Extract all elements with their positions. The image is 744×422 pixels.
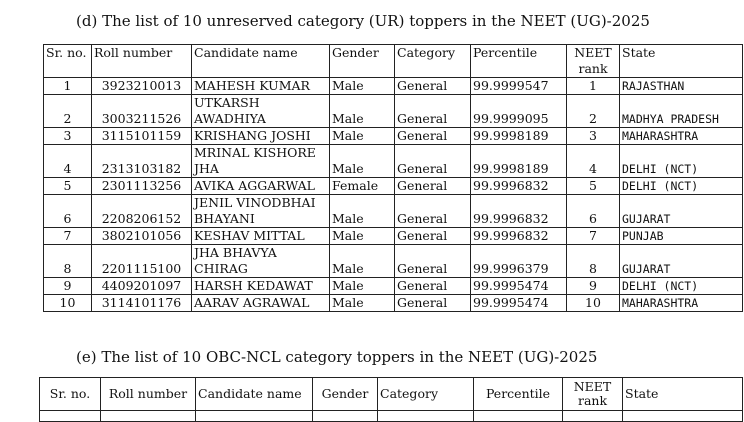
cell-sr-no: 2 bbox=[44, 95, 92, 128]
cell-neet-rank: 4 bbox=[567, 145, 620, 178]
cell-neet-rank: 7 bbox=[567, 228, 620, 245]
cell-category: General bbox=[395, 278, 471, 295]
header-category: Category bbox=[378, 378, 474, 411]
cell-sr-no: 1 bbox=[44, 78, 92, 95]
cell-neet-rank: 5 bbox=[567, 178, 620, 195]
header-sr-no: Sr. no. bbox=[40, 378, 101, 411]
cell-sr-no: 5 bbox=[44, 178, 92, 195]
cell-gender: Male bbox=[330, 295, 395, 312]
cell-category: General bbox=[395, 245, 471, 278]
cell-state: PUNJAB bbox=[620, 228, 743, 245]
cell-candidate-name: JHA BHAVYA CHIRAG bbox=[192, 245, 330, 278]
cell-category: General bbox=[395, 95, 471, 128]
table-row bbox=[44, 195, 743, 228]
cell-percentile: 99.9998189 bbox=[471, 145, 567, 178]
header-candidate-name: Candidate name bbox=[196, 378, 313, 411]
cell-gender: Female bbox=[330, 178, 395, 195]
cell-category: General bbox=[395, 145, 471, 178]
header-gender: Gender bbox=[313, 378, 378, 411]
cell-state: GUJARAT bbox=[620, 195, 743, 228]
cell-roll-number: 4409201097 bbox=[92, 278, 192, 295]
cell-percentile: 99.9996832 bbox=[471, 195, 567, 228]
header-state: State bbox=[623, 378, 743, 411]
cell-roll-number: 3115101159 bbox=[92, 128, 192, 145]
cell-state: DELHI (NCT) bbox=[620, 278, 743, 295]
header-roll-number: Roll number bbox=[101, 378, 196, 411]
cell-sr-no: 10 bbox=[44, 295, 92, 312]
cell-sr-no: 3 bbox=[44, 128, 92, 145]
cell-neet-rank: 6 bbox=[567, 195, 620, 228]
header-percentile: Percentile bbox=[471, 45, 567, 78]
header-state: State bbox=[620, 45, 743, 78]
cell-state: MADHYA PRADESH bbox=[620, 95, 743, 128]
cell-percentile: 99.9996832 bbox=[471, 178, 567, 195]
cell-gender: Male bbox=[330, 195, 395, 228]
header-roll-number: Roll number bbox=[92, 45, 192, 78]
cell-state: DELHI (NCT) bbox=[620, 145, 743, 178]
cell-sr-no: 4 bbox=[44, 145, 92, 178]
cell-roll-number: 2313103182 bbox=[92, 145, 192, 178]
cell-neet-rank: 10 bbox=[567, 295, 620, 312]
table-row bbox=[44, 95, 743, 128]
cell-gender: Male bbox=[330, 95, 395, 128]
cell-percentile: 99.9999547 bbox=[471, 78, 567, 95]
cell-candidate-name: KESHAV MITTAL bbox=[192, 228, 330, 245]
cell-neet-rank: 9 bbox=[567, 278, 620, 295]
cell-gender: Male bbox=[330, 245, 395, 278]
section-e-heading: (e) The list of 10 OBC-NCL category toppers in the NEET (UG)-2025 bbox=[76, 348, 598, 366]
cell-roll-number: 2301113256 bbox=[92, 178, 192, 195]
cell-roll-number: 3802101056 bbox=[92, 228, 192, 245]
cell-gender: Male bbox=[330, 78, 395, 95]
cell-candidate-name: HARSH KEDAWAT bbox=[192, 278, 330, 295]
table-row bbox=[44, 178, 743, 195]
cell-candidate-name: AARAV AGRAWAL bbox=[192, 295, 330, 312]
cell-roll-number: 3923210013 bbox=[92, 78, 192, 95]
cell-candidate-name: MAHESH KUMAR bbox=[192, 78, 330, 95]
header-neet-rank: NEET rank bbox=[567, 45, 620, 78]
cell-gender: Male bbox=[330, 128, 395, 145]
cell-gender: Male bbox=[330, 228, 395, 245]
cell-roll-number: 2208206152 bbox=[92, 195, 192, 228]
cell-sr-no: 8 bbox=[44, 245, 92, 278]
header-neet-rank: NEET rank bbox=[563, 378, 623, 411]
cell-category: General bbox=[395, 128, 471, 145]
cell-roll-number: 2201115100 bbox=[92, 245, 192, 278]
cell-neet-rank: 2 bbox=[567, 95, 620, 128]
cell-state: MAHARASHTRA bbox=[620, 128, 743, 145]
cell-category: General bbox=[395, 178, 471, 195]
obc-toppers-table bbox=[39, 377, 743, 422]
cell-percentile: 99.9995474 bbox=[471, 278, 567, 295]
header-candidate-name: Candidate name bbox=[192, 45, 330, 78]
cell-roll-number: 3114101176 bbox=[92, 295, 192, 312]
cell-percentile: 99.9995474 bbox=[471, 295, 567, 312]
cell-candidate-name: MRINAL KISHORE JHA bbox=[192, 145, 330, 178]
table-row bbox=[40, 411, 743, 422]
cell-neet-rank: 8 bbox=[567, 245, 620, 278]
cell-state: GUJARAT bbox=[620, 245, 743, 278]
section-d-heading: (d) The list of 10 unreserved category (UR) toppers in the NEET (UG)-2025 bbox=[76, 12, 650, 30]
header-percentile: Percentile bbox=[474, 378, 563, 411]
table-row bbox=[44, 145, 743, 178]
cell-neet-rank: 1 bbox=[567, 78, 620, 95]
ur-toppers-table bbox=[43, 44, 743, 312]
table-header-row bbox=[44, 45, 743, 78]
table-header-row bbox=[40, 378, 743, 411]
cell-candidate-name: JENIL VINODBHAI BHAYANI bbox=[192, 195, 330, 228]
table-row bbox=[44, 128, 743, 145]
cell-percentile: 99.9996379 bbox=[471, 245, 567, 278]
cell-candidate-name: KRISHANG JOSHI bbox=[192, 128, 330, 145]
table-row bbox=[44, 78, 743, 95]
cell-percentile: 99.9998189 bbox=[471, 128, 567, 145]
cell-roll-number: 3003211526 bbox=[92, 95, 192, 128]
table-row bbox=[44, 278, 743, 295]
cell-category: General bbox=[395, 228, 471, 245]
header-category: Category bbox=[395, 45, 471, 78]
header-gender: Gender bbox=[330, 45, 395, 78]
cell-neet-rank: 3 bbox=[567, 128, 620, 145]
cell-category: General bbox=[395, 195, 471, 228]
cell-state: RAJASTHAN bbox=[620, 78, 743, 95]
table-row bbox=[44, 295, 743, 312]
cell-state: DELHI (NCT) bbox=[620, 178, 743, 195]
header-sr-no: Sr. no. bbox=[44, 45, 92, 78]
cell-sr-no: 6 bbox=[44, 195, 92, 228]
table-row bbox=[44, 228, 743, 245]
cell-state: MAHARASHTRA bbox=[620, 295, 743, 312]
cell-category: General bbox=[395, 78, 471, 95]
cell-percentile: 99.9996832 bbox=[471, 228, 567, 245]
cell-sr-no: 7 bbox=[44, 228, 92, 245]
cell-gender: Male bbox=[330, 278, 395, 295]
cell-candidate-name: AVIKA AGGARWAL bbox=[192, 178, 330, 195]
cell-category: General bbox=[395, 295, 471, 312]
cell-sr-no: 9 bbox=[44, 278, 92, 295]
table-row bbox=[44, 245, 743, 278]
cell-gender: Male bbox=[330, 145, 395, 178]
cell-candidate-name: UTKARSH AWADHIYA bbox=[192, 95, 330, 128]
cell-percentile: 99.9999095 bbox=[471, 95, 567, 128]
